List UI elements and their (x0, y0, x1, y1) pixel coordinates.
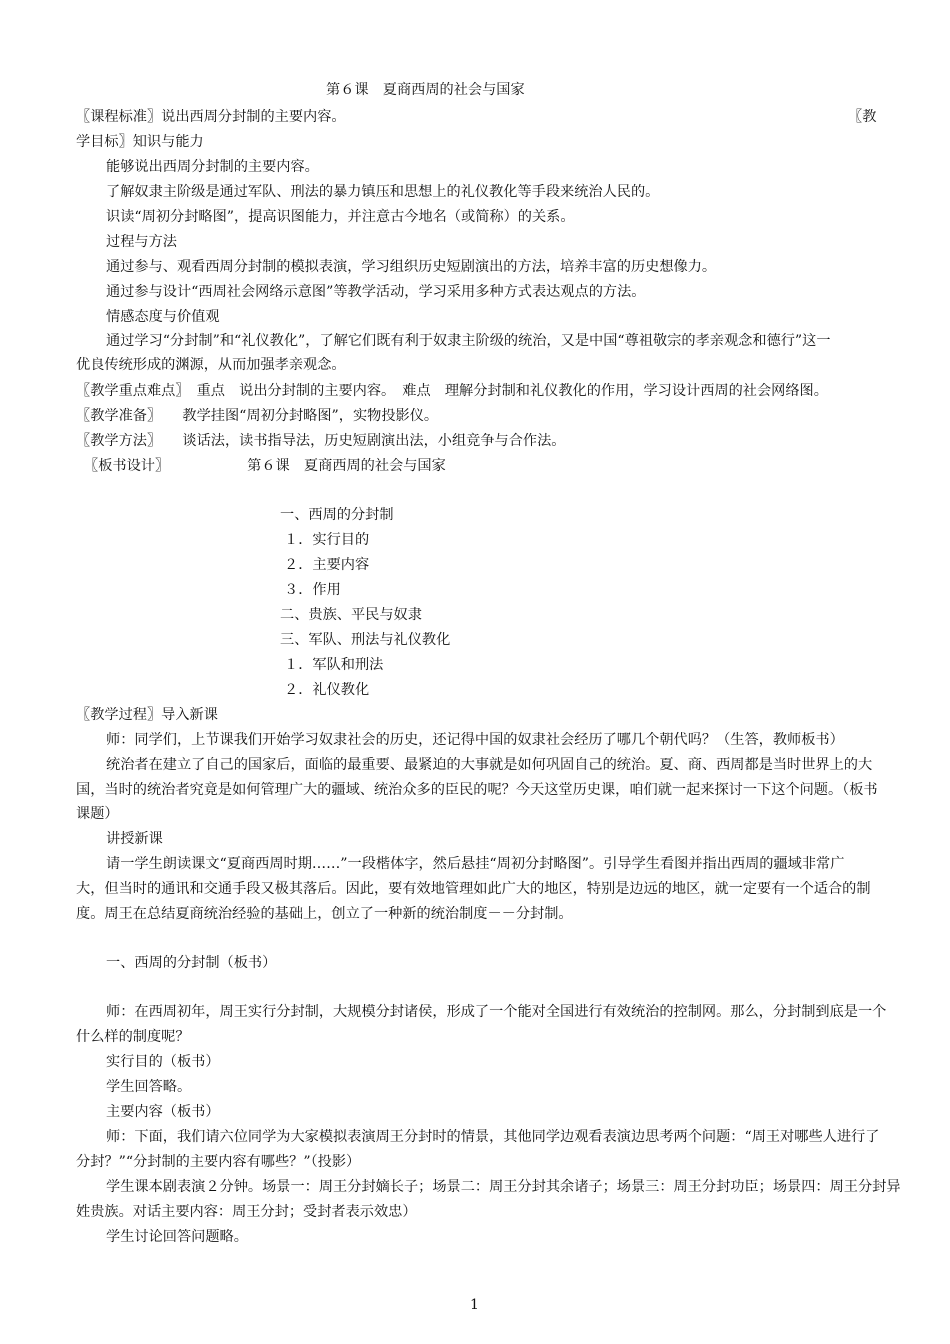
board-design-line: 〖板书设计〗 第６课 夏商西周的社会与国家 (84, 458, 446, 474)
paragraph-line: 师：下面，我们请六位同学为大家模拟表演周王分封时的情景，其他同学边观看表演边思考两个问题：“周王对哪些人进行了 (106, 1129, 880, 1145)
lesson-title: 第６课 夏商西周的社会与国家 (326, 82, 525, 98)
paragraph-line: 学生课本剧表演２分钟。场景一：周王分封嫡长子；场景二：周王分封其余诸子；场景三：周王分封功臣；场景四：周王分封异 (106, 1179, 901, 1195)
paragraph-line: 统治者在建立了自己的国家后，面临的最重要、最紧迫的大事就是如何巩固自己的统治。夏、商、西周都是当时世界上的大 (106, 757, 873, 773)
section-heading: 情感态度与价值观 (106, 309, 220, 325)
methods-line: 〖教学方法〗 谈话法，读书指导法，历史短剧演出法，小组竞争与合作法。 (76, 433, 566, 449)
paragraph-line: 大，但当时的通讯和交通手段又极其落后。因此，要有效地管理如此广大的地区，特别是边远的地区，就一定要有一个适合的制 (76, 881, 871, 897)
paragraph-line: 学生讨论回答问题略。 (106, 1229, 248, 1245)
section-heading: 一、西周的分封制（板书） (106, 955, 277, 971)
section-heading: 讲授新课 (106, 831, 163, 847)
teaching-goal-line: 学目标〗知识与能力 (76, 134, 204, 150)
outline-item: ２．礼仪教化 (284, 682, 370, 698)
outline-item: ３．作用 (284, 582, 341, 598)
outline-item: 一、西周的分封制 (280, 507, 394, 523)
paragraph-line: 优良传统形成的渊源，从而加强孝亲观念。 (76, 357, 346, 373)
goal-item: 识读“周初分封略图”，提高识图能力，并注意古今地名（或简称）的关系。 (106, 209, 575, 225)
paragraph-line: 实行目的（板书） (106, 1054, 220, 1070)
outline-item: 二、贵族、平民与奴隶 (280, 607, 422, 623)
preparation-line: 〖教学准备〗 教学挂图“周初分封略图”，实物投影仪。 (76, 408, 439, 424)
goal-item: 通过参与设计“西周社会网络示意图”等教学活动，学习采用多种方式表达观点的方法。 (106, 284, 646, 300)
outline-item: ２．主要内容 (284, 557, 370, 573)
paragraph-line: 姓贵族。对话主要内容：周王分封；受封者表示效忠） (76, 1204, 417, 1220)
goal-item: 了解奴隶主阶级是通过军队、刑法的暴力镇压和思想上的礼仪教化等手段来统治人民的。 (106, 184, 660, 200)
page-number: 1 (470, 1297, 479, 1313)
teaching-process-line: 〖教学过程〗导入新课 (76, 707, 218, 723)
section-heading: 过程与方法 (106, 234, 177, 250)
paragraph-line: 师：在西周初年，周王实行分封制，大规模分封诸侯，形成了一个能对全国进行有效统治的控制网。那么，分封制到底是一个 (106, 1004, 887, 1020)
paragraph-line: 课题） (76, 806, 119, 822)
paragraph-line: 度。周王在总结夏商统治经验的基础上，创立了一种新的统治制度－－分封制。 (76, 906, 573, 922)
course-standard-line: 〖课程标准〗说出西周分封制的主要内容。 (76, 109, 346, 125)
paragraph-line: 请一学生朗读课文“夏商西周时期……”一段楷体字，然后悬挂“周初分封略图”。引导学生看图并指出西周的疆域非常广 (106, 856, 845, 872)
goal-item: 通过参与、观看西周分封制的模拟表演，学习组织历史短剧演出的方法，培养丰富的历史想像力。 (106, 259, 717, 275)
paragraph-line: 主要内容（板书） (106, 1104, 220, 1120)
outline-item: 三、军队、刑法与礼仪教化 (280, 632, 451, 648)
paragraph-line: 什么样的制度呢？ (76, 1029, 190, 1045)
key-points-line: 〖教学重点难点〗 重点 说出分封制的主要内容。 难点 理解分封制和礼仪教化的作用，学习设计西周的社会网络图。 (76, 383, 828, 399)
paragraph-line: 师：同学们，上节课我们开始学习奴隶社会的历史，还记得中国的奴隶社会经历了哪几个朝代吗？（生答，教师板书） (106, 732, 844, 748)
teaching-goal-fragment: 〖教 (848, 109, 877, 125)
paragraph-line: 分封？”“分封制的主要内容有哪些？”（投影） (76, 1154, 361, 1170)
paragraph-line: 国，当时的统治者究竟是如何管理广大的疆域、统治众多的臣民的呢？今天这堂历史课，咱们就一起来探讨一下这个问题。（板书 (76, 782, 878, 798)
outline-item: １．实行目的 (284, 532, 370, 548)
paragraph-line: 学生回答略。 (106, 1079, 192, 1095)
goal-item: 能够说出西周分封制的主要内容。 (106, 159, 319, 175)
paragraph-line: 通过学习“分封制”和“礼仪教化”，了解它们既有利于奴隶主阶级的统治，又是中国“尊祖敬宗的孝亲观念和德行”这一 (106, 333, 831, 349)
outline-item: １．军队和刑法 (284, 657, 384, 673)
